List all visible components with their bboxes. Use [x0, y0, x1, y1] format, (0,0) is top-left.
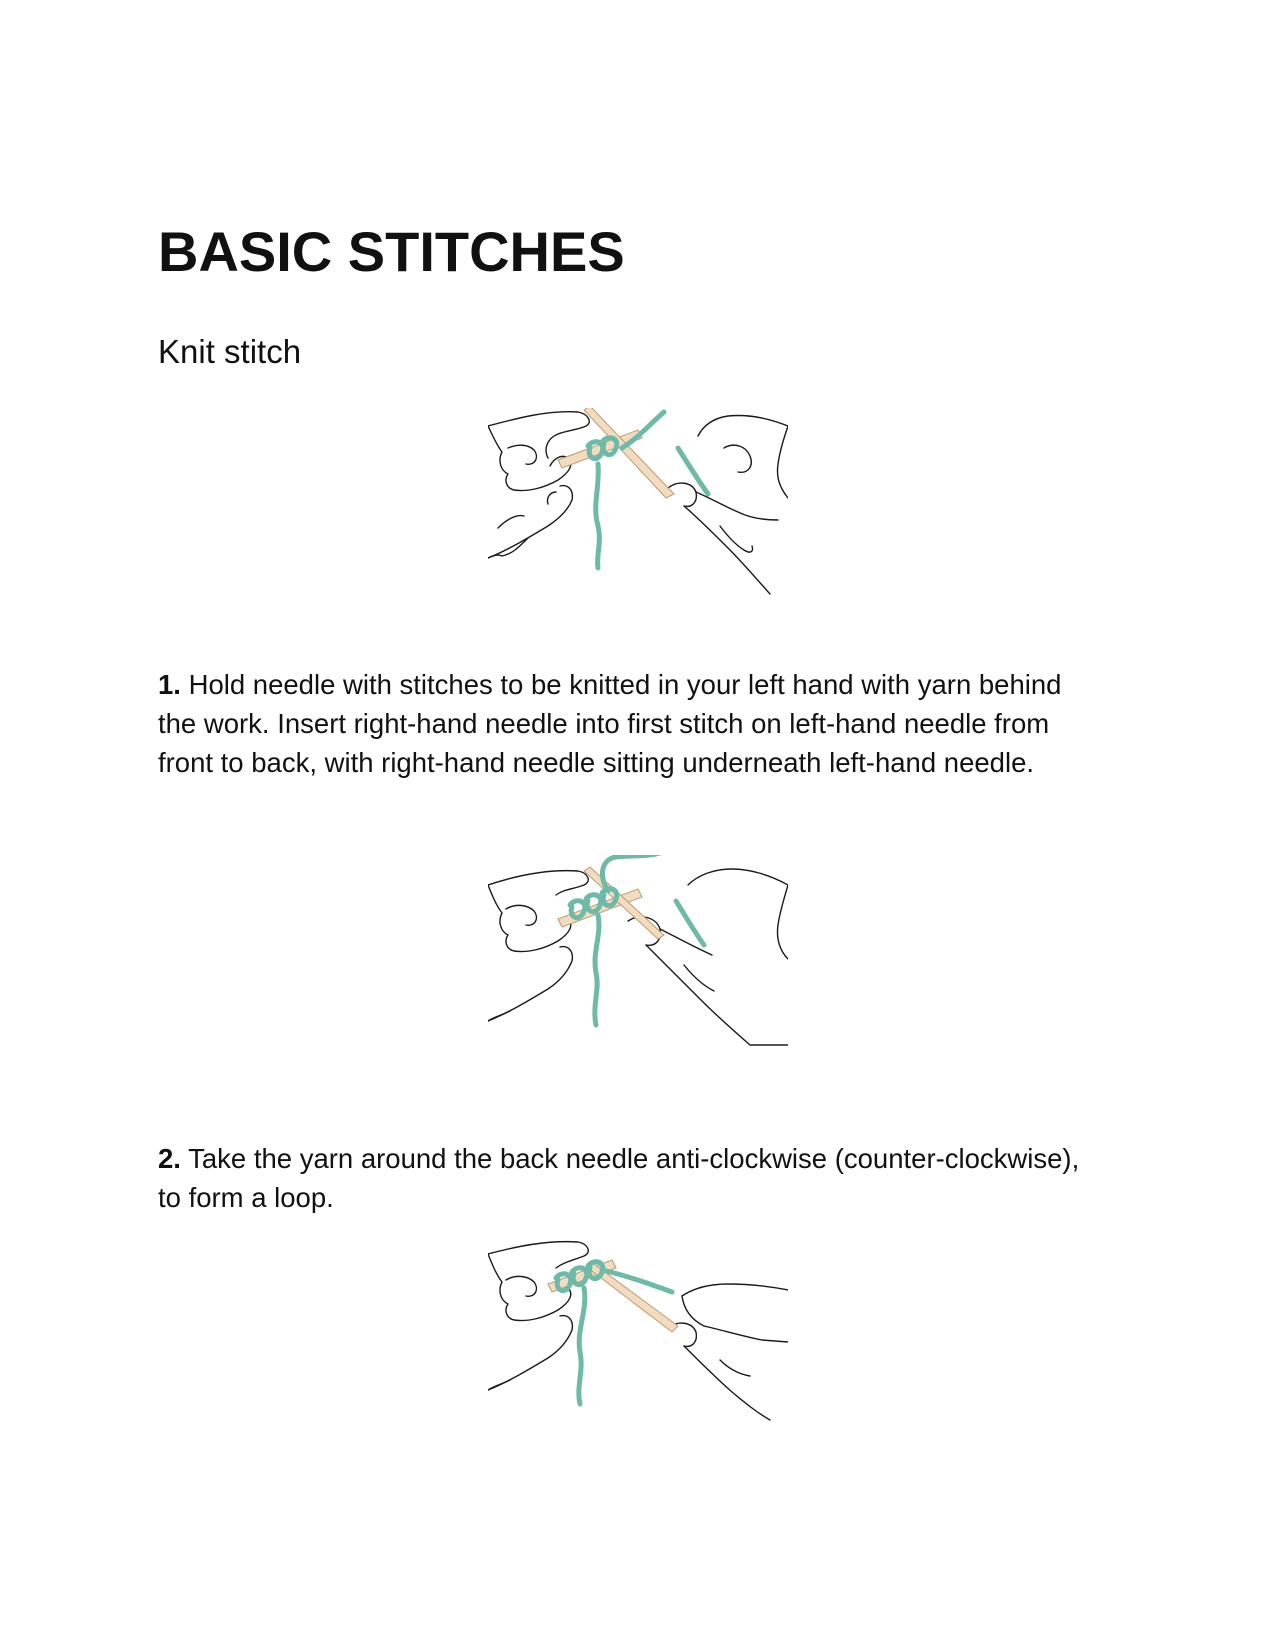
- step-1-instruction: [158, 665, 1098, 782]
- page-title: BASIC STITCHES: [158, 220, 625, 283]
- step-2-text: Take the yarn around the back needle anti-clockwise (counter-clockwise), to form a loop.: [158, 1143, 1080, 1213]
- step-2-instruction: [158, 1139, 1098, 1217]
- knit-stitch-illustration-1: [488, 408, 788, 608]
- hands-needles-yarn-illustration: [488, 408, 788, 608]
- hands-needles-yarn-illustration: [488, 1240, 788, 1440]
- knit-stitch-illustration-2: [488, 855, 788, 1055]
- step-2-number: 2.: [158, 1143, 181, 1174]
- step-1-text: Hold needle with stitches to be knitted in your left hand with yarn behind the work. Insert right-hand needle into first stitch on left-hand needle from front to back, with right-hand needle sitting underneath left-hand needle.: [158, 669, 1062, 778]
- knit-stitch-illustration-3: [488, 1240, 788, 1440]
- step-1-number: 1.: [158, 669, 181, 700]
- hands-needles-yarn-illustration: [488, 855, 788, 1055]
- section-title-knit-stitch: Knit stitch: [158, 333, 302, 370]
